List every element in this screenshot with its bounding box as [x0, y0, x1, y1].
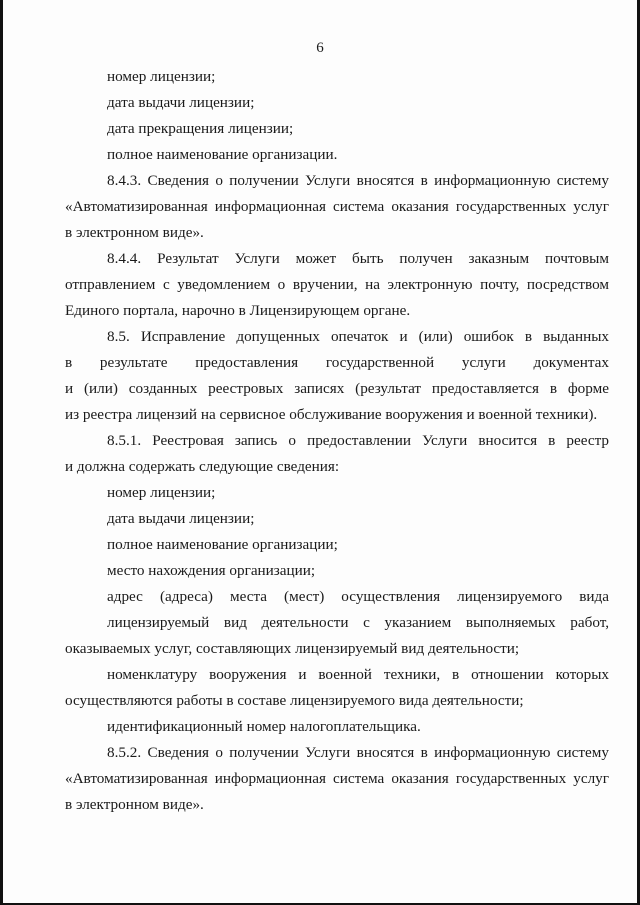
- text-line: номер лицензии;: [107, 484, 216, 501]
- text-line: номер лицензии;: [107, 68, 216, 85]
- text-line: и (или) созданных реестровых записях (результат предоставляется в форме: [65, 380, 609, 397]
- text-line: оказываемых услуг, составляющих лицензируемый вид деятельности;: [65, 640, 520, 657]
- text-line: лицензируемый вид деятельности с указанием выполняемых работ,: [107, 614, 609, 631]
- page-number: 6: [316, 40, 324, 56]
- text-line: полное наименование организации.: [107, 146, 338, 163]
- document-body: [65, 64, 609, 818]
- text-line: отправлением с уведомлением о вручении, на электронную почту, посредством: [65, 276, 609, 293]
- text-line: осуществляются работы в составе лицензируемого вида деятельности;: [65, 692, 524, 709]
- text-line: 8.5.2. Сведения о получении Услуги вносятся в информационную систему: [107, 744, 609, 761]
- text-line: в электронном виде».: [65, 224, 204, 241]
- text-line: в электронном виде».: [65, 796, 204, 813]
- text-line: 8.5.1. Реестровая запись о предоставлении Услуги вносится в реестр: [107, 432, 609, 449]
- text-line: в результате предоставления государственной услуги документах: [65, 354, 609, 371]
- text-line: 8.4.4. Результат Услуги может быть получен заказным почтовым: [107, 250, 609, 267]
- text-line: дата выдачи лицензии;: [107, 510, 255, 527]
- text-line: место нахождения организации;: [107, 562, 316, 579]
- text-line: 8.4.3. Сведения о получении Услуги вносятся в информационную систему: [107, 172, 609, 189]
- text-line: номенклатуру вооружения и военной техники, в отношении которых: [107, 666, 609, 683]
- text-line: дата выдачи лицензии;: [107, 94, 255, 111]
- text-line: Единого портала, нарочно в Лицензирующем органе.: [65, 302, 411, 319]
- text-line: полное наименование организации;: [107, 536, 338, 553]
- text-line: из реестра лицензий на сервисное обслуживание вооружения и военной техники).: [65, 406, 598, 423]
- text-line: 8.5. Исправление допущенных опечаток и (или) ошибок в выданных: [107, 328, 609, 345]
- text-line: дата прекращения лицензии;: [107, 120, 294, 137]
- text-line: адрес (адреса) места (мест) осуществления лицензируемого вида: [107, 588, 609, 605]
- text-line: «Автоматизированная информационная система оказания государственных услуг: [65, 198, 609, 215]
- text-line: идентификационный номер налогоплательщика.: [107, 718, 421, 735]
- text-line: и должна содержать следующие сведения:: [65, 458, 340, 475]
- text-line: «Автоматизированная информационная система оказания государственных услуг: [65, 770, 609, 787]
